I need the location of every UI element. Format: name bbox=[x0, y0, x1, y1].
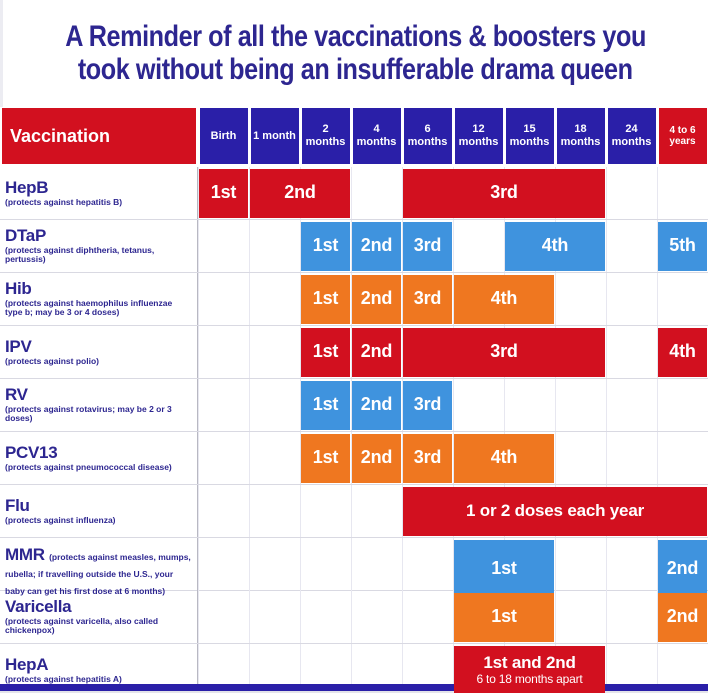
vaccine-row bbox=[0, 538, 708, 596]
empty-schedule-cell bbox=[657, 167, 708, 219]
dose-bar bbox=[403, 328, 605, 377]
empty-schedule-cell bbox=[555, 379, 606, 431]
dose-label: 4th bbox=[669, 341, 696, 362]
empty-schedule-cell bbox=[249, 379, 300, 431]
dose-label: 1st bbox=[312, 235, 339, 256]
dose-bar bbox=[403, 169, 605, 218]
dose-bar bbox=[658, 328, 707, 377]
vaccine-label bbox=[0, 432, 198, 484]
empty-schedule-cell bbox=[555, 432, 606, 484]
vaccine-row bbox=[0, 379, 708, 432]
column-header-age: 1 month bbox=[251, 108, 299, 164]
dose-bar bbox=[505, 222, 605, 271]
empty-schedule-cell bbox=[555, 273, 606, 325]
empty-schedule-cell bbox=[402, 591, 453, 643]
vaccine-name: RV bbox=[5, 384, 28, 404]
vaccine-note: (protects against haemophilus influenzae type b; may be 3 or 4 doses) bbox=[5, 297, 173, 318]
vaccine-note: (protects against rotavirus; may be 2 or 3 doses) bbox=[5, 403, 172, 424]
empty-schedule-cell bbox=[453, 220, 504, 272]
vaccine-label bbox=[0, 326, 198, 378]
vaccine-name: HepA bbox=[5, 654, 49, 674]
dose-label: 2nd bbox=[666, 606, 699, 627]
empty-schedule-cell bbox=[606, 220, 657, 272]
empty-schedule-cell bbox=[351, 591, 402, 643]
dose-bar bbox=[454, 434, 554, 483]
dose-label: 2nd bbox=[360, 394, 393, 415]
dose-bar bbox=[352, 275, 401, 324]
dose-bar bbox=[403, 222, 452, 271]
vaccination-schedule-table bbox=[0, 107, 708, 693]
vaccine-note: (protects against polio) bbox=[5, 355, 99, 366]
empty-schedule-cell bbox=[657, 432, 708, 484]
column-header-vaccination: Vaccination bbox=[2, 108, 196, 164]
empty-schedule-cell bbox=[249, 273, 300, 325]
vaccine-name: IPV bbox=[5, 336, 32, 356]
dose-label: 3rd bbox=[413, 288, 442, 309]
dose-label: 3rd bbox=[413, 235, 442, 256]
dose-bar bbox=[352, 381, 401, 430]
dose-bar bbox=[352, 434, 401, 483]
schedule-header-row bbox=[0, 107, 708, 167]
vaccine-name: Hib bbox=[5, 278, 32, 298]
empty-schedule-cell bbox=[606, 379, 657, 431]
empty-schedule-cell bbox=[504, 379, 555, 431]
dose-bar bbox=[658, 222, 707, 271]
dose-bar bbox=[199, 169, 248, 218]
column-header-age: 12 months bbox=[455, 108, 503, 164]
empty-schedule-cell bbox=[606, 167, 657, 219]
page-title-line-2: took without being an insufferable drama queen bbox=[78, 52, 633, 86]
empty-schedule-cell bbox=[249, 432, 300, 484]
column-header-age: 6 months bbox=[404, 108, 452, 164]
vaccine-note: (protects against varicella, also called chickenpox) bbox=[5, 615, 159, 636]
empty-schedule-cell bbox=[198, 326, 249, 378]
page-title bbox=[0, 0, 708, 107]
empty-schedule-cell bbox=[249, 591, 300, 643]
dose-label: 5th bbox=[669, 235, 696, 256]
dose-label: 3rd bbox=[490, 341, 518, 362]
vaccine-label bbox=[0, 273, 198, 325]
dose-bar bbox=[352, 222, 401, 271]
empty-schedule-cell bbox=[351, 485, 402, 537]
dose-label: 2nd bbox=[360, 288, 393, 309]
dose-bar bbox=[403, 434, 452, 483]
dose-label: 4th bbox=[490, 288, 518, 309]
dose-bar bbox=[301, 434, 350, 483]
empty-schedule-cell bbox=[198, 485, 249, 537]
dose-label: 1st bbox=[491, 606, 517, 627]
dose-bar bbox=[301, 275, 350, 324]
dose-label: 2nd bbox=[360, 341, 393, 362]
dose-label: 2nd bbox=[360, 447, 393, 468]
dose-label: 3rd bbox=[413, 394, 442, 415]
vaccine-note: (protects against pneumococcal disease) bbox=[5, 461, 172, 472]
vaccine-name: Varicella bbox=[5, 596, 72, 616]
dose-label: 1st bbox=[312, 341, 339, 362]
empty-schedule-cell bbox=[606, 326, 657, 378]
dose-label: 3rd bbox=[413, 447, 442, 468]
vaccine-name: Flu bbox=[5, 495, 30, 515]
empty-schedule-cell bbox=[657, 273, 708, 325]
vaccine-note: (protects against hepatitis A) bbox=[5, 673, 122, 684]
dose-label: 3rd bbox=[490, 182, 518, 203]
vaccine-name: PCV13 bbox=[5, 442, 58, 462]
vaccine-row bbox=[0, 167, 708, 220]
empty-schedule-cell bbox=[198, 273, 249, 325]
vaccine-note: (protects against influenza) bbox=[5, 514, 116, 525]
dose-bar bbox=[403, 275, 452, 324]
vaccine-row bbox=[0, 591, 708, 644]
page-title-line-1: A Reminder of all the vaccinations & boosters you bbox=[65, 20, 646, 54]
empty-schedule-cell bbox=[300, 591, 351, 643]
dose-bar bbox=[403, 381, 452, 430]
dose-label: 4th bbox=[541, 235, 569, 256]
vaccine-label bbox=[0, 167, 198, 219]
dose-bar bbox=[454, 593, 554, 642]
dose-bar bbox=[403, 487, 707, 536]
column-header-age: Birth bbox=[200, 108, 248, 164]
empty-schedule-cell bbox=[198, 220, 249, 272]
dose-label: 1st bbox=[491, 558, 517, 579]
column-header-age: 15 months bbox=[506, 108, 554, 164]
dose-bar bbox=[454, 646, 605, 693]
dose-label: 2nd bbox=[666, 558, 699, 579]
column-header-age: 4 months bbox=[353, 108, 401, 164]
empty-schedule-cell bbox=[300, 485, 351, 537]
dose-label: 2nd bbox=[360, 235, 393, 256]
dose-bar bbox=[301, 222, 350, 271]
dose-label: 1st bbox=[210, 182, 237, 203]
vaccine-label bbox=[0, 485, 198, 537]
dose-bar bbox=[454, 275, 554, 324]
dose-sublabel: 6 to 18 months apart bbox=[476, 671, 583, 686]
dose-label: 2nd bbox=[284, 182, 316, 203]
empty-schedule-cell bbox=[198, 591, 249, 643]
vaccine-label bbox=[0, 591, 198, 643]
vaccine-label bbox=[0, 379, 198, 431]
empty-schedule-cell bbox=[657, 379, 708, 431]
vaccine-name: HepB bbox=[5, 177, 49, 197]
dose-bar bbox=[301, 381, 350, 430]
dose-bar bbox=[250, 169, 350, 218]
empty-schedule-cell bbox=[351, 167, 402, 219]
dose-label: 1st bbox=[312, 288, 339, 309]
empty-schedule-cell bbox=[198, 379, 249, 431]
dose-label: 1st and 2nd bbox=[483, 653, 576, 673]
column-header-age: 4 to 6 years bbox=[659, 108, 707, 164]
dose-bar bbox=[658, 593, 707, 642]
vaccine-row bbox=[0, 326, 708, 379]
empty-schedule-cell bbox=[453, 379, 504, 431]
empty-schedule-cell bbox=[249, 220, 300, 272]
vaccine-row bbox=[0, 485, 708, 538]
vaccine-note: (protects against hepatitis B) bbox=[5, 196, 123, 207]
dose-bar bbox=[454, 540, 554, 599]
vaccine-row bbox=[0, 220, 708, 273]
empty-schedule-cell bbox=[606, 591, 657, 643]
dose-label: 4th bbox=[490, 447, 518, 468]
column-header-age: 18 months bbox=[557, 108, 605, 164]
vaccine-note: (protects against diphtheria, tetanus, pertussis) bbox=[5, 244, 155, 265]
dose-label: 1st bbox=[312, 447, 339, 468]
empty-schedule-cell bbox=[606, 273, 657, 325]
vaccine-name: DTaP bbox=[5, 225, 46, 245]
vaccine-label bbox=[0, 220, 198, 272]
dose-bar bbox=[301, 328, 350, 377]
dose-label: 1st bbox=[312, 394, 339, 415]
dose-bar bbox=[352, 328, 401, 377]
column-header-age: 24 months bbox=[608, 108, 656, 164]
empty-schedule-cell bbox=[249, 485, 300, 537]
vaccine-row bbox=[0, 273, 708, 326]
dose-bar bbox=[658, 540, 707, 599]
vaccine-name: MMR bbox=[5, 545, 45, 564]
dose-label: 1 or 2 doses each year bbox=[466, 500, 644, 520]
empty-schedule-cell bbox=[249, 326, 300, 378]
vaccine-note: (protects against measles, mumps, rubella; if travelling outside the U.S., your baby can get his first dose at 6 months) bbox=[5, 552, 191, 596]
empty-schedule-cell bbox=[606, 432, 657, 484]
column-header-age: 2 months bbox=[302, 108, 350, 164]
empty-schedule-cell bbox=[555, 591, 606, 643]
empty-schedule-cell bbox=[198, 432, 249, 484]
vaccine-row bbox=[0, 432, 708, 485]
